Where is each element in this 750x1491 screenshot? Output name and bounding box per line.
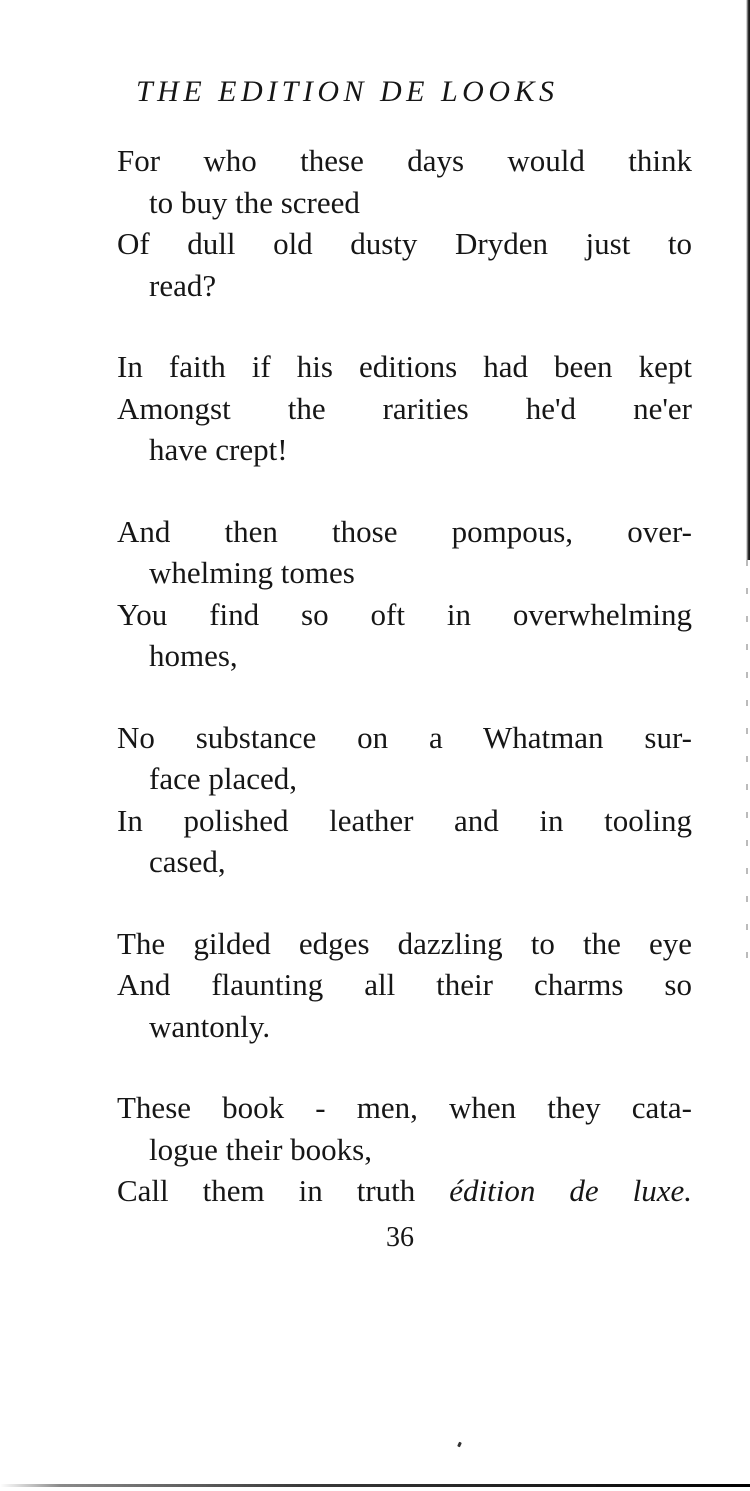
poem-line (117, 1087, 692, 1129)
poem-line (117, 223, 692, 265)
poem-line-continuation (117, 758, 692, 800)
page-edge-speckle (746, 560, 748, 980)
page-edge-shadow (746, 0, 750, 560)
poem-line-continuation (117, 552, 692, 594)
poem-line-text: The gilded edges dazzling to the eye (117, 925, 692, 961)
poem-line-continuation (117, 429, 692, 471)
stanza (117, 923, 692, 1048)
poem-line-text: Of dull old dusty Dryden just to (117, 226, 692, 261)
poem-line-continuation (117, 265, 692, 307)
poem-line-italic-phrase: édition de luxe. (449, 1173, 692, 1208)
poem-line-text: You find so oft in overwhelming (117, 596, 692, 632)
poem-line-continuation (117, 1006, 692, 1048)
poem-line-text: In polished leather and in tooling (117, 802, 692, 838)
poem-line-text: face placed, (149, 761, 297, 796)
poem-line (117, 388, 692, 430)
poem-line (117, 717, 692, 759)
poem-line (117, 964, 692, 1006)
poem-line-text: whelming tomes (149, 555, 355, 590)
poem-line-text: have crept! (149, 432, 288, 467)
poem-line-text: In faith if his editions had been kept (117, 349, 692, 384)
poem-line (117, 140, 692, 182)
poem-line (117, 1170, 692, 1212)
poem-line-continuation (117, 635, 692, 677)
poem-line-text: logue their books, (149, 1131, 372, 1167)
stanza (117, 346, 692, 471)
poem-line-text: cased, (149, 844, 226, 879)
stanza (117, 717, 692, 883)
poem-line-text: wantonly. (149, 1008, 271, 1044)
stanza (117, 1087, 692, 1212)
poem-line-continuation (117, 841, 692, 883)
poem-line (117, 346, 692, 388)
poem-line (117, 594, 692, 636)
stanza (117, 511, 692, 677)
running-head: THE EDITION DE LOOKS (136, 75, 559, 108)
ink-speck (457, 1442, 462, 1448)
poem-line-continuation (117, 1129, 692, 1171)
poem-line (117, 800, 692, 842)
poem-body (117, 140, 692, 1252)
poem-line-continuation (117, 182, 692, 224)
poem-line-text: For who these days would think (117, 143, 692, 178)
poem-line (117, 511, 692, 553)
poem-line-text: Amongst the rarities he'd ne'er (117, 390, 692, 426)
page-number: 36 (386, 1222, 414, 1253)
poem-line-text: These book - men, when they cata- (117, 1090, 692, 1125)
stanza (117, 140, 692, 306)
poem-line-text: read? (149, 267, 217, 303)
poem-line-text: to buy the screed (149, 184, 360, 220)
poem-line-text: No substance on a Whatman sur- (117, 719, 692, 755)
poem-line (117, 923, 692, 965)
poem-line-text: homes, (149, 638, 238, 673)
poem-line-text: And flaunting all their charms so (117, 967, 692, 1002)
poem-line-text: And then those pompous, over- (117, 513, 692, 549)
poem-line-text: Call them in truth (117, 1173, 450, 1208)
bottom-edge-rule (0, 1484, 750, 1487)
